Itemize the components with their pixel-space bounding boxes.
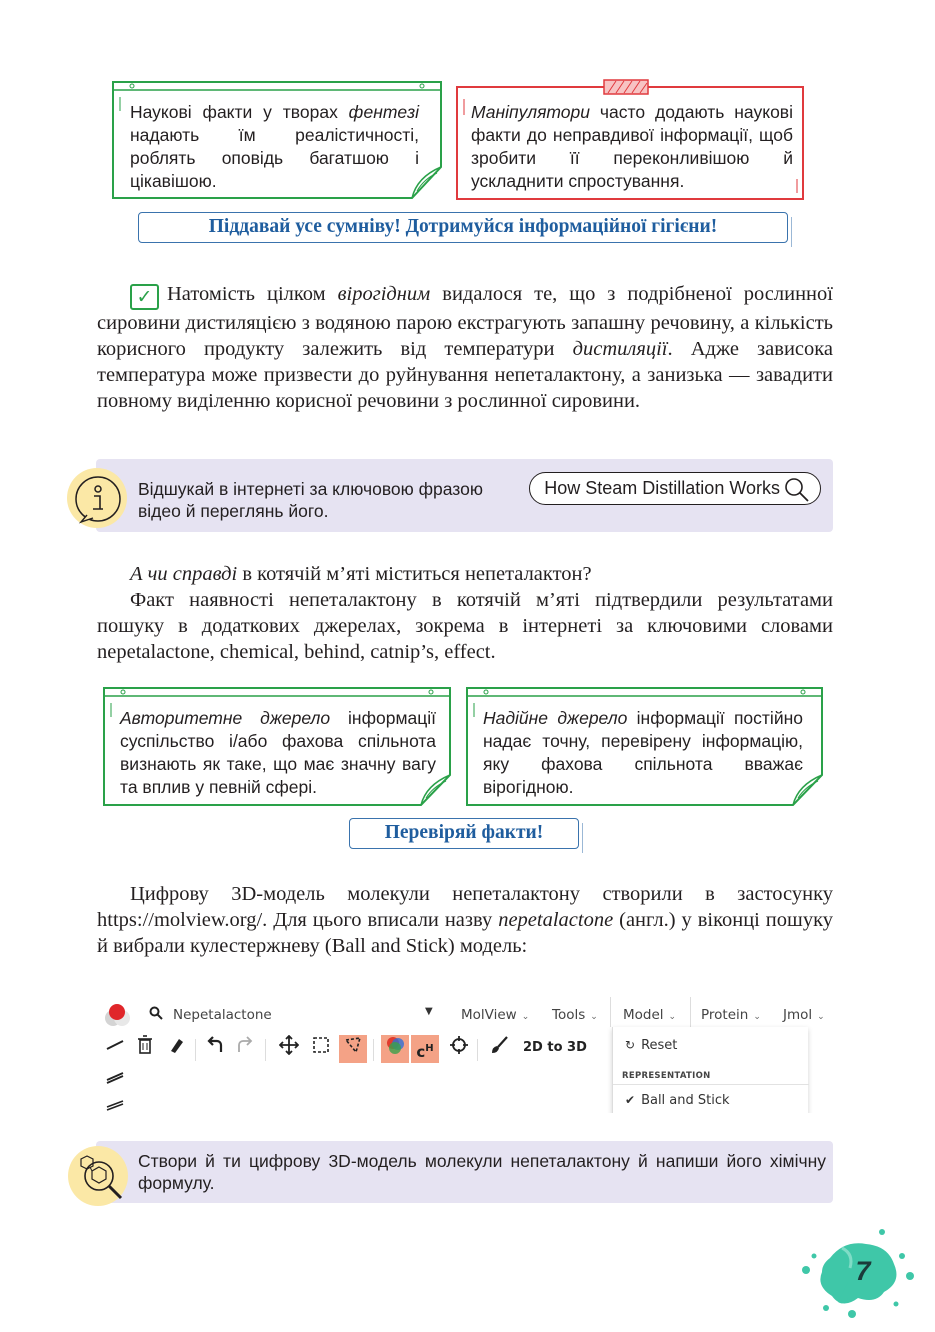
molview-screenshot xyxy=(97,997,833,1113)
chevron-down-icon: ⌄ xyxy=(590,1012,598,1022)
toolbar-divider xyxy=(477,1039,478,1061)
paragraph-distillation: ✓ Натомість цілком вірогідним видалося те, що з подрібненої рослинної сировини дистиляцією з водяною парою екстрагують запашну речовину, а кількість корисного продукту залежить від температури дистиляції. Адже зависока температура може призвести до руйнування непеталактону, а занизька — завадити повному виділенню корисної речовини з рослинної сировини. xyxy=(97,283,834,412)
menu-jmol[interactable]: Jmol ⌄ xyxy=(783,1007,825,1023)
page-number: 7 xyxy=(855,1256,871,1286)
note-fantasy-facts xyxy=(112,81,442,199)
clean-brush-icon[interactable] xyxy=(485,1035,513,1063)
molecule-search-icon xyxy=(68,1146,128,1206)
paragraph-molview: Цифрову 3D-модель молекули непеталактону створили в застосунку https://molview.org/. Для цього вписали назву nepetalactone (англ.) у віконці пошуку й вибрали кулестержневу (Ball and Stick) модель: xyxy=(97,883,833,957)
note-manipulators xyxy=(456,79,804,200)
search-phrase: How Steam Distillation Works xyxy=(544,478,780,498)
dropdown-divider xyxy=(613,1084,809,1085)
note-text: Надійне джерело інформації постійно надає точну, перевірену інформацію, яку фахова спільнота вважає вірогідною. xyxy=(483,708,803,797)
info-text: Створи й ти цифрову 3D-модель молекули непеталактону й напиши його хімічну формулу. xyxy=(138,1151,826,1193)
search-icon xyxy=(784,477,810,503)
search-icon xyxy=(149,1006,163,1020)
dropdown-item-reset[interactable]: ↻ Reset xyxy=(625,1038,678,1053)
paragraph-question: А чи справді в котячій м’яті міститься непеталактон? xyxy=(130,563,592,585)
info-icon xyxy=(67,468,127,528)
single-bond-icon[interactable] xyxy=(101,1035,129,1063)
info-text-line-1: Відшукай в інтернеті за ключовою фразою xyxy=(138,479,483,499)
info-text-line-2: відео й переглянь його. xyxy=(138,501,329,521)
check-icon: ✔ xyxy=(625,1093,636,1107)
chevron-down-icon: ⌄ xyxy=(668,1012,677,1022)
info-task-create-model xyxy=(96,1141,833,1203)
double-bond-icon[interactable] xyxy=(101,1067,129,1095)
menu-molview[interactable]: MolView ⌄ xyxy=(461,1007,530,1023)
molview-logo-icon xyxy=(103,1002,133,1028)
note-authoritative-source xyxy=(103,687,451,806)
molview-search-input[interactable]: Nepetalactone xyxy=(173,1007,272,1023)
triple-bond-icon[interactable] xyxy=(101,1095,129,1113)
note-text: Маніпулятори часто додають наукові факти до неправдивої інформації, щоб зробити її переконливішою й ускладнити спростування. xyxy=(471,102,793,191)
menu-divider xyxy=(690,997,691,1027)
search-phrase-pill xyxy=(529,472,821,505)
redo-icon[interactable] xyxy=(231,1035,259,1063)
paragraph-fact: Факт наявності непеталактону в котячій м’яті підтвердили результатами пошуку в додаткових джерелах, зокрема в інтернеті за ключовими словами nepetalactone, chemical, behind, catnip’s, effect. xyxy=(97,589,833,663)
toolbar-divider xyxy=(373,1039,374,1061)
trash-icon[interactable] xyxy=(131,1035,159,1063)
model-dropdown-menu xyxy=(612,1027,808,1113)
info-task-search-video xyxy=(96,459,833,532)
menu-divider xyxy=(610,997,611,1027)
dropdown-section-title: REPRESENTATION xyxy=(622,1071,711,1081)
refresh-icon: ↻ xyxy=(625,1038,636,1052)
motto-check-facts: Перевіряй факти! xyxy=(349,818,579,849)
2d-to-3d-button[interactable]: 2D to 3D xyxy=(523,1040,587,1055)
crosshair-icon[interactable] xyxy=(445,1035,473,1063)
note-text: Авторитетне джерело інформації суспільство і/або фахова спільнота визнають як таке, що має значну вагу та вплив у певній сфері. xyxy=(120,708,436,797)
note-text: Наукові факти у творах фентезі надають їм реалістичності, роблять оповідь багатшою і цікавішою. xyxy=(130,102,419,191)
page-number-badge xyxy=(792,1218,922,1323)
dropdown-item-ball-and-stick[interactable]: ✔ Ball and Stick xyxy=(625,1093,730,1108)
menu-model[interactable]: Model ⌄ xyxy=(623,1007,677,1023)
color-mode-icon[interactable] xyxy=(381,1035,409,1063)
toolbar-divider xyxy=(265,1039,266,1061)
chevron-down-icon: ⌄ xyxy=(753,1012,761,1022)
note-reliable-source xyxy=(466,687,823,806)
menu-tools[interactable]: Tools ⌄ xyxy=(552,1007,598,1023)
lasso-select-icon[interactable] xyxy=(339,1035,367,1063)
hydrogen-toggle-icon[interactable]: $c^H$ xyxy=(411,1035,439,1063)
search-dropdown-caret-icon[interactable]: ▼ xyxy=(425,1006,433,1017)
eraser-icon[interactable] xyxy=(163,1035,191,1063)
move-icon[interactable] xyxy=(275,1035,303,1063)
undo-icon[interactable] xyxy=(201,1035,229,1063)
checkmark-icon: ✓ xyxy=(130,284,159,310)
chevron-down-icon: ⌄ xyxy=(817,1012,825,1022)
menu-protein[interactable]: Protein ⌄ xyxy=(701,1007,761,1023)
motto-doubt: Піддавай усе сумніву! Дотримуйся інформаційної гігієни! xyxy=(138,212,788,243)
toolbar-divider xyxy=(195,1039,196,1061)
chevron-down-icon: ⌄ xyxy=(521,1012,530,1022)
rect-select-icon[interactable] xyxy=(307,1035,335,1063)
